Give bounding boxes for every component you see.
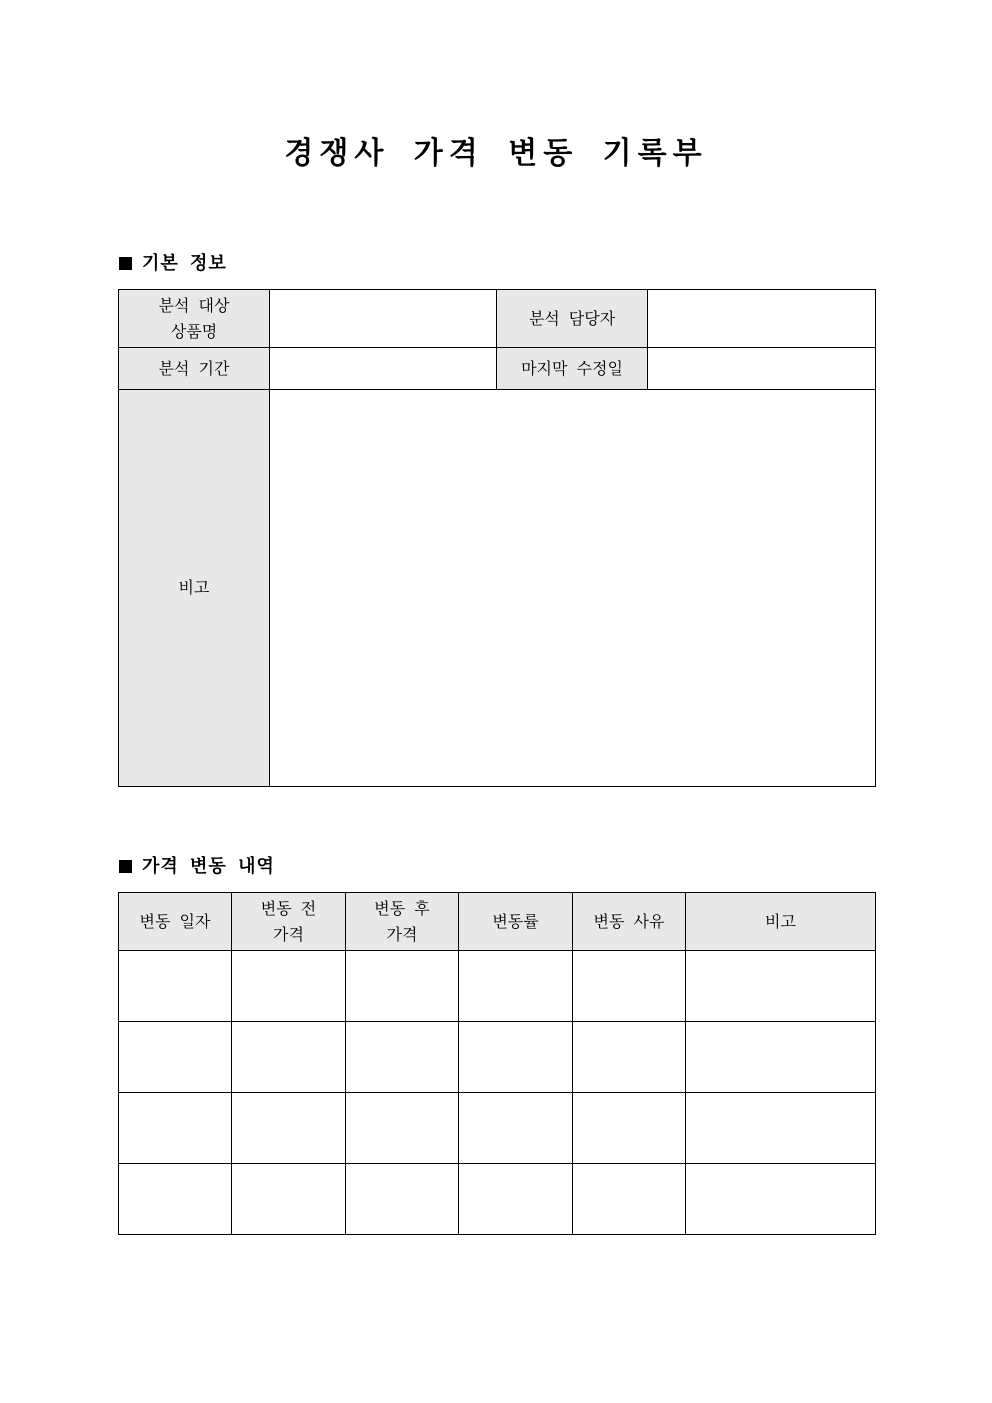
change-date-cell[interactable] bbox=[119, 1164, 232, 1235]
remarks-cell[interactable] bbox=[686, 951, 876, 1022]
document-title: 경쟁사 가격 변동 기록부 bbox=[284, 136, 708, 171]
target-product-label: 분석 대상 상품명 bbox=[119, 290, 270, 348]
column-header-remarks: 비고 bbox=[686, 893, 876, 951]
square-bullet-icon bbox=[119, 257, 132, 270]
history-header-row bbox=[119, 893, 876, 951]
analyst-field[interactable] bbox=[648, 290, 876, 348]
target-product-field[interactable] bbox=[270, 290, 497, 348]
change-reason-cell[interactable] bbox=[573, 1022, 686, 1093]
price-history-heading bbox=[119, 855, 275, 879]
square-bullet-icon bbox=[119, 860, 132, 873]
price-history-heading-text: 가격 변동 내역 bbox=[142, 856, 275, 877]
price-before-cell[interactable] bbox=[232, 1022, 346, 1093]
price-before-cell[interactable] bbox=[232, 1093, 346, 1164]
change-reason-cell[interactable] bbox=[573, 951, 686, 1022]
change-rate-cell[interactable] bbox=[459, 1093, 573, 1164]
last-modified-label: 마지막 수정일 bbox=[497, 348, 648, 390]
change-rate-cell[interactable] bbox=[459, 951, 573, 1022]
info-row-remarks bbox=[119, 390, 876, 787]
remarks-field[interactable] bbox=[270, 390, 876, 787]
column-header-change-rate: 변동률 bbox=[459, 893, 573, 951]
table-row bbox=[119, 951, 876, 1022]
remarks-cell[interactable] bbox=[686, 1164, 876, 1235]
analyst-label: 분석 담당자 bbox=[497, 290, 648, 348]
period-field[interactable] bbox=[270, 348, 497, 390]
column-header-price-before: 변동 전 가격 bbox=[232, 893, 346, 951]
table-row bbox=[119, 1093, 876, 1164]
change-date-cell[interactable] bbox=[119, 1022, 232, 1093]
basic-info-heading bbox=[119, 252, 227, 276]
change-reason-cell[interactable] bbox=[573, 1164, 686, 1235]
change-reason-cell[interactable] bbox=[573, 1093, 686, 1164]
last-modified-field[interactable] bbox=[648, 348, 876, 390]
remarks-cell[interactable] bbox=[686, 1093, 876, 1164]
table-row bbox=[119, 1164, 876, 1235]
price-after-cell[interactable] bbox=[346, 1093, 459, 1164]
period-label: 분석 기간 bbox=[119, 348, 270, 390]
remarks-label: 비고 bbox=[119, 390, 270, 787]
price-after-cell[interactable] bbox=[346, 1022, 459, 1093]
change-date-cell[interactable] bbox=[119, 951, 232, 1022]
price-after-cell[interactable] bbox=[346, 951, 459, 1022]
info-row-period bbox=[119, 348, 876, 390]
info-row-product bbox=[119, 290, 876, 348]
change-rate-cell[interactable] bbox=[459, 1022, 573, 1093]
column-header-change-date: 변동 일자 bbox=[119, 893, 232, 951]
table-row bbox=[119, 1022, 876, 1093]
basic-info-heading-text: 기본 정보 bbox=[142, 253, 227, 274]
remarks-cell[interactable] bbox=[686, 1022, 876, 1093]
price-before-cell[interactable] bbox=[232, 951, 346, 1022]
price-before-cell[interactable] bbox=[232, 1164, 346, 1235]
basic-info-table bbox=[118, 289, 876, 787]
price-history-table bbox=[118, 892, 876, 1235]
change-rate-cell[interactable] bbox=[459, 1164, 573, 1235]
column-header-change-reason: 변동 사유 bbox=[573, 893, 686, 951]
price-after-cell[interactable] bbox=[346, 1164, 459, 1235]
change-date-cell[interactable] bbox=[119, 1093, 232, 1164]
column-header-price-after: 변동 후 가격 bbox=[346, 893, 459, 951]
